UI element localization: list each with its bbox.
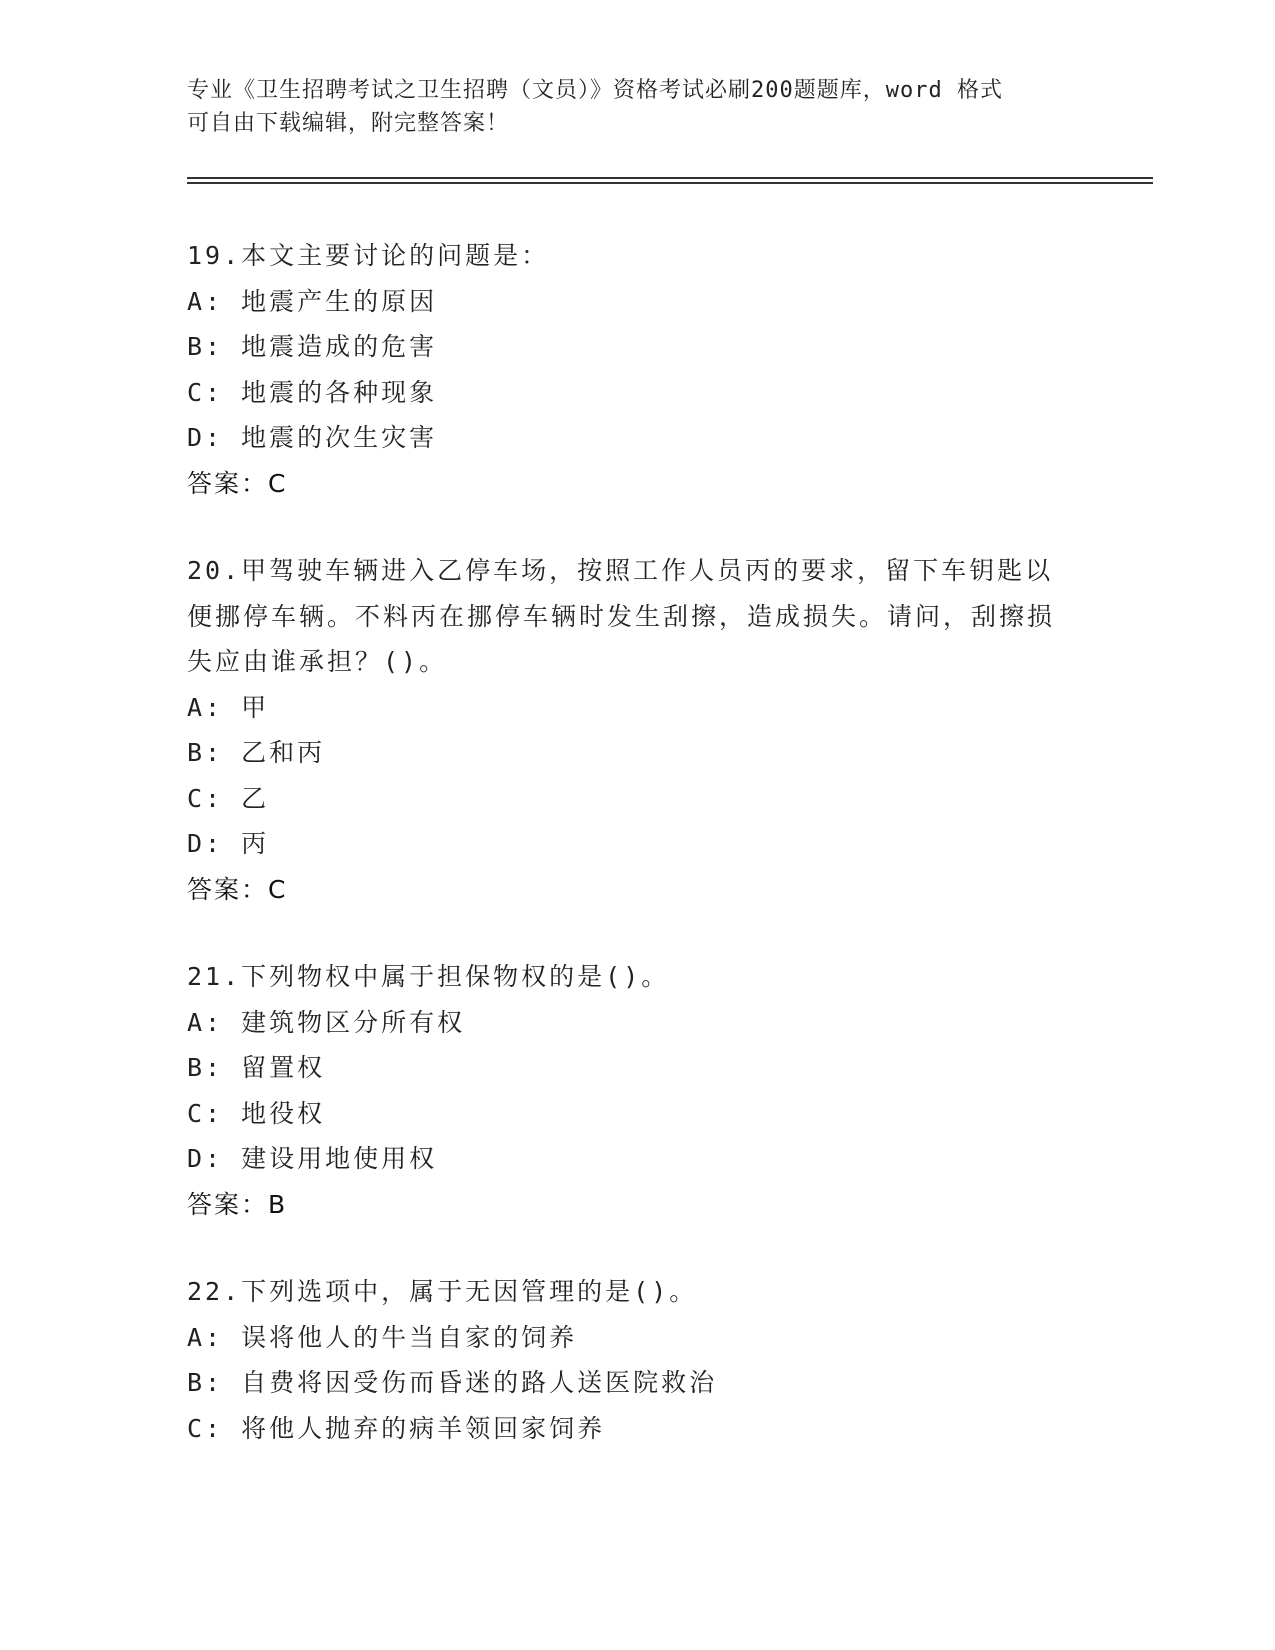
- option-b: B: 乙和丙: [187, 738, 326, 767]
- option-b: B: 留置权: [187, 1053, 326, 1082]
- question-text: 20.甲驾驶车辆进入乙停车场，按照工作人员丙的要求，留下车钥匙以便挪停车辆。不料丙在挪停车辆时发生刮擦，造成损失。请问，刮擦损失应由谁承担？()。: [187, 556, 1056, 676]
- question-19: [187, 233, 1087, 506]
- option-a: A: 甲: [187, 692, 270, 722]
- option-b: B: 自费将因受伤而昏迷的路人送医院救治: [187, 1368, 718, 1397]
- question-21: [187, 954, 1087, 1227]
- option-c: C: 乙: [187, 783, 270, 813]
- document-header: [187, 74, 1087, 140]
- option-c: C: 地震的各种现象: [187, 377, 438, 407]
- question-22: [187, 1269, 1087, 1451]
- header-divider-top: [187, 177, 1153, 179]
- header-divider-bottom: [187, 182, 1153, 184]
- question-20: [187, 548, 1087, 912]
- answer: 答案：C: [187, 468, 288, 498]
- answer: 答案：B: [187, 1189, 288, 1219]
- option-a: A: 误将他人的牛当自家的饲养: [187, 1322, 578, 1352]
- option-a: A: 地震产生的原因: [187, 286, 438, 316]
- option-d: D: 丙: [187, 829, 270, 858]
- option-d: D: 地震的次生灾害: [187, 423, 438, 452]
- question-list: [187, 233, 1087, 1451]
- header-line-1: 专业《卫生招聘考试之卫生招聘（文员）》资格考试必刷200题题库，word 格式: [187, 78, 1003, 103]
- option-d: D: 建设用地使用权: [187, 1144, 438, 1173]
- header-line-2: 可自由下载编辑，附完整答案！: [187, 111, 510, 136]
- question-text: 22.下列选项中，属于无因管理的是()。: [187, 1277, 698, 1306]
- option-c: C: 地役权: [187, 1098, 326, 1128]
- question-text: 19.本文主要讨论的问题是：: [187, 241, 550, 270]
- option-a: A: 建筑物区分所有权: [187, 1007, 466, 1037]
- option-c: C: 将他人抛弃的病羊领回家饲养: [187, 1413, 606, 1443]
- option-b: B: 地震造成的危害: [187, 332, 438, 361]
- answer: 答案：C: [187, 874, 288, 904]
- question-text: 21.下列物权中属于担保物权的是()。: [187, 962, 670, 991]
